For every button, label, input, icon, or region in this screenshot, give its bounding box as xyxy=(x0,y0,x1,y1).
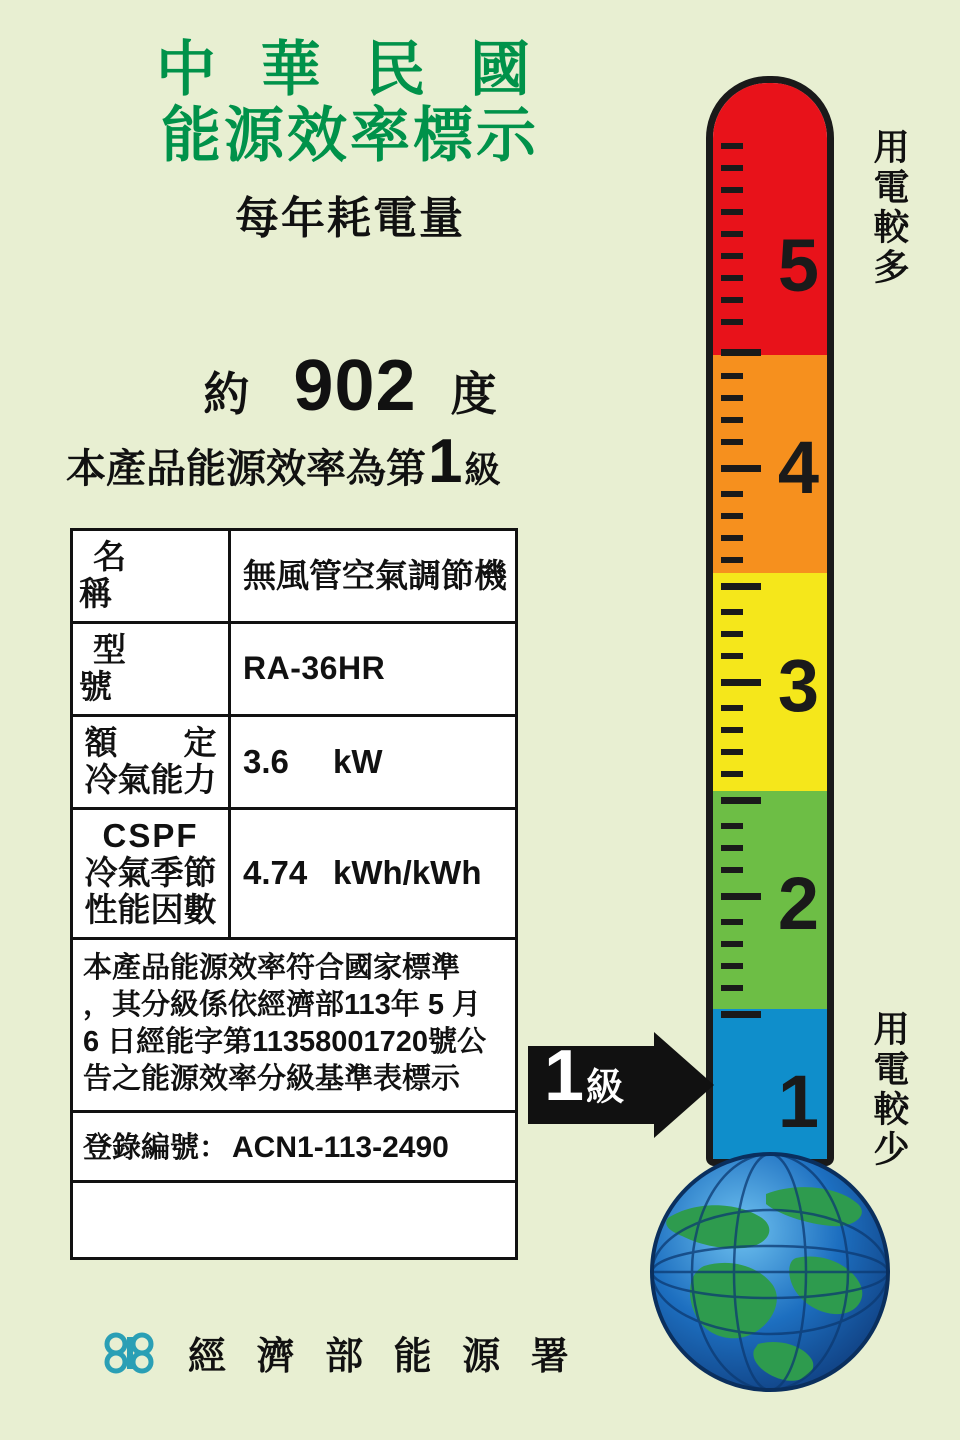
row-value-name: 無風管空氣調節機 xyxy=(243,556,507,594)
grade-statement xyxy=(66,427,646,496)
row-label-name-text: 名 稱 xyxy=(79,538,187,612)
scale-label-1: 1 xyxy=(777,1060,819,1143)
annual-consumption-title: 每年耗電量 xyxy=(235,194,465,243)
grade-arrow xyxy=(528,1032,714,1138)
table-row-registration xyxy=(73,1113,515,1183)
scale-ticks xyxy=(721,83,761,1159)
row-label-cspf-line2: 冷氣季節 xyxy=(84,853,217,891)
agency-name: 經 濟 部 能 源 署 xyxy=(188,1336,579,1378)
grade-arrow-suffix: 級 xyxy=(586,1067,625,1109)
scale-label-2: 2 xyxy=(777,862,819,945)
row-label-model xyxy=(73,624,231,714)
scale-caption-low-usage: 用電較少 xyxy=(869,1010,910,1170)
row-value-cspf xyxy=(231,810,515,937)
registration-label: 登錄編號： xyxy=(83,1132,229,1165)
row-label-model-text: 型 號 xyxy=(79,630,187,705)
table-row-name xyxy=(73,531,515,624)
grade-arrow-label xyxy=(544,1036,625,1116)
row-label-capacity xyxy=(73,717,231,807)
table-row-model xyxy=(73,624,515,717)
label-header xyxy=(70,38,630,246)
row-label-capacity-line2: 冷氣能力 xyxy=(84,760,217,798)
standard-note-line-2: ，其分級係依經濟部113年 5 月 xyxy=(83,988,482,1021)
capacity-unit: kW xyxy=(333,742,383,780)
consumption-unit: 度 xyxy=(450,368,497,420)
row-label-capacity-line1: 額 定 xyxy=(84,723,217,761)
table-row-note xyxy=(73,940,515,1113)
standard-note-line-4: 告之能源效率分級基準表標示 xyxy=(83,1062,461,1095)
row-value-capacity xyxy=(231,717,515,807)
globe-icon xyxy=(646,1148,894,1396)
grade-statement-number: 1 xyxy=(428,427,463,496)
capacity-number: 3.6 xyxy=(243,742,289,780)
row-value-model: RA-36HR xyxy=(243,650,386,687)
scale-label-4: 4 xyxy=(777,426,819,509)
row-label-name xyxy=(73,531,231,621)
efficiency-scale xyxy=(706,76,834,1166)
consumption-value: 902 xyxy=(293,346,417,426)
table-row-blank xyxy=(73,1183,515,1257)
spec-table xyxy=(70,528,518,1260)
energy-administration-logo-icon xyxy=(100,1331,162,1375)
grade-statement-suffix: 級 xyxy=(464,449,501,490)
row-label-cspf-line3: 性能因數 xyxy=(84,890,217,928)
registration-cell xyxy=(73,1113,459,1180)
scale-label-5: 5 xyxy=(777,224,819,307)
standard-note xyxy=(73,940,496,1110)
cspf-unit: kWh/kWh xyxy=(333,854,482,892)
standard-note-line-3: 6 日經能字第11358001720號公 xyxy=(83,1025,486,1058)
title-line-2: 能源效率標示 xyxy=(161,102,539,169)
annual-consumption-row xyxy=(70,345,630,427)
registration-number: ACN1-113-2490 xyxy=(232,1131,449,1165)
row-label-cspf-line1: CSPF xyxy=(102,816,199,854)
cspf-number: 4.74 xyxy=(243,854,308,892)
row-label-cspf xyxy=(73,810,231,937)
title-line-1: 中 華 民 國 xyxy=(155,36,544,103)
scale-label-3: 3 xyxy=(777,644,819,727)
scale-body xyxy=(706,76,834,1166)
scale-caption-high-usage: 用電較多 xyxy=(869,128,910,288)
grade-statement-prefix: 本產品能源效率為第 xyxy=(66,447,426,491)
table-row-capacity xyxy=(73,717,515,810)
consumption-prefix: 約 xyxy=(203,368,250,420)
footer xyxy=(100,1325,579,1380)
grade-arrow-number: 1 xyxy=(544,1036,585,1116)
table-row-cspf xyxy=(73,810,515,940)
standard-note-line-1: 本產品能源效率符合國家標準 xyxy=(83,951,461,984)
